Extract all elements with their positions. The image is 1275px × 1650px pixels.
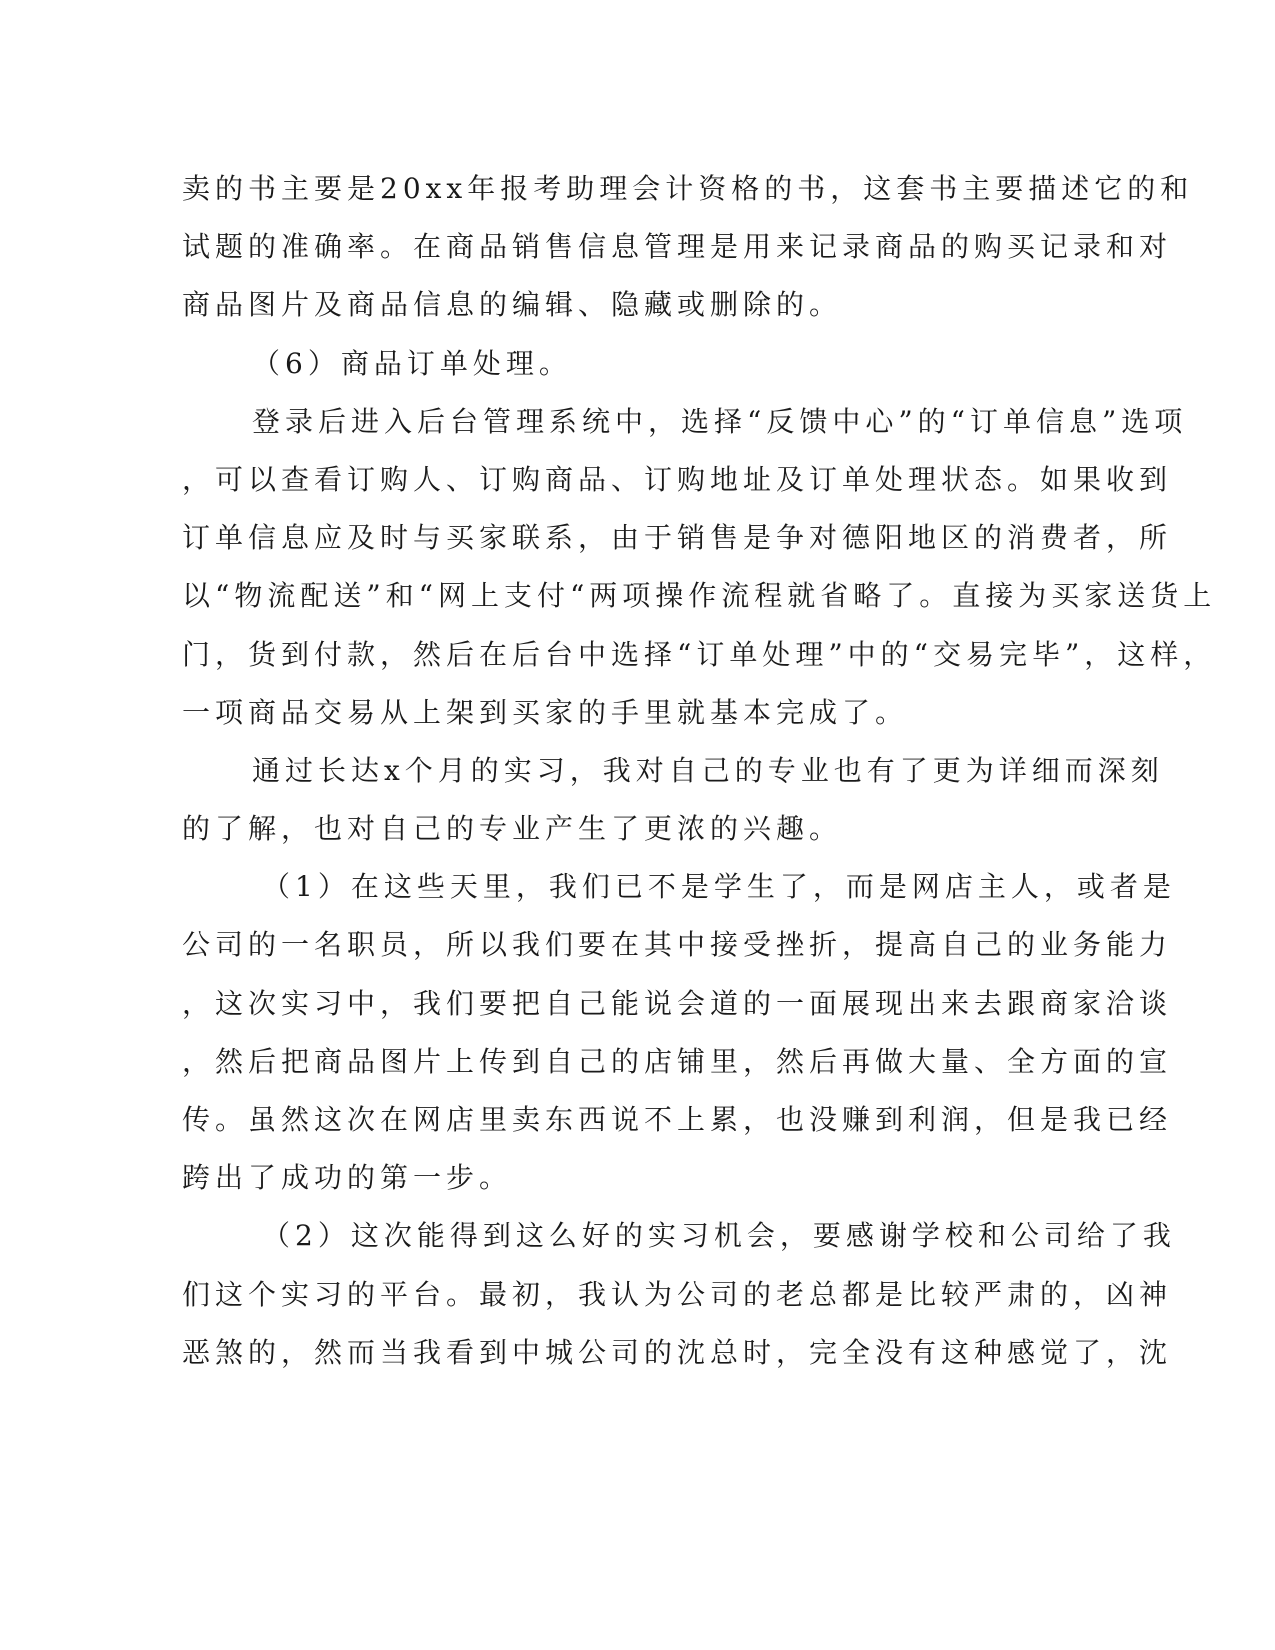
text-line: 卖的书主要是20xx年报考助理会计资格的书，这套书主要描述它的和 (182, 172, 1194, 205)
text-line: 试题的准确率。在商品销售信息管理是用来记录商品的购买记录和对 (182, 230, 1173, 264)
text-line: 的了解，也对自己的专业产生了更浓的兴趣。 (182, 812, 843, 846)
paragraph-start: （2）这次能得到这么好的实习机会，要感谢学校和公司给了我 (262, 1219, 1176, 1253)
paragraph-start: 登录后进入后台管理系统中，选择“反馈中心”的“订单信息”选项 (252, 404, 1188, 438)
text-line: 跨出了成功的第一步。 (182, 1161, 513, 1195)
paragraph-start: 通过长达x个月的实习，我对自己的专业也有了更为详细而深刻 (252, 753, 1164, 787)
text-line: ，这次实习中，我们要把自己能说会道的一面展现出来去跟商家洽谈 (182, 986, 1173, 1020)
text-line: 门，货到付款，然后在后台中选择“订单处理”中的“交易完毕”，这样， (182, 637, 1217, 671)
text-line: 们这个实习的平台。最初，我认为公司的老总都是比较严肃的，凶神 (182, 1277, 1173, 1311)
text-line: 订单信息应及时与买家联系，由于销售是争对德阳地区的消费者，所 (182, 521, 1173, 555)
text-line: 公司的一名职员，所以我们要在其中接受挫折，提高自己的业务能力 (182, 928, 1173, 962)
text-line: 以“物流配送”和“网上支付“两项操作流程就省略了。直接为买家送货上 (182, 579, 1217, 613)
section-heading: （6）商品订单处理。 (252, 346, 572, 380)
text-line: ，然后把商品图片上传到自己的店铺里，然后再做大量、全方面的宣 (182, 1044, 1173, 1078)
text-line: 传。虽然这次在网店里卖东西说不上累，也没赚到利润，但是我已经 (182, 1103, 1173, 1136)
paragraph-start: （1）在这些天里，我们已不是学生了，而是网店主人，或者是 (262, 870, 1176, 904)
text-line: 恶煞的，然而当我看到中城公司的沈总时，完全没有这种感觉了，沈 (182, 1335, 1173, 1369)
document-body (182, 160, 1217, 1382)
text-line: 商品图片及商品信息的编辑、隐藏或删除的。 (182, 288, 843, 322)
text-line: ，可以查看订购人、订购商品、订购地址及订单处理状态。如果收到 (182, 462, 1173, 496)
text-line: 一项商品交易从上架到买家的手里就基本完成了。 (182, 695, 909, 729)
